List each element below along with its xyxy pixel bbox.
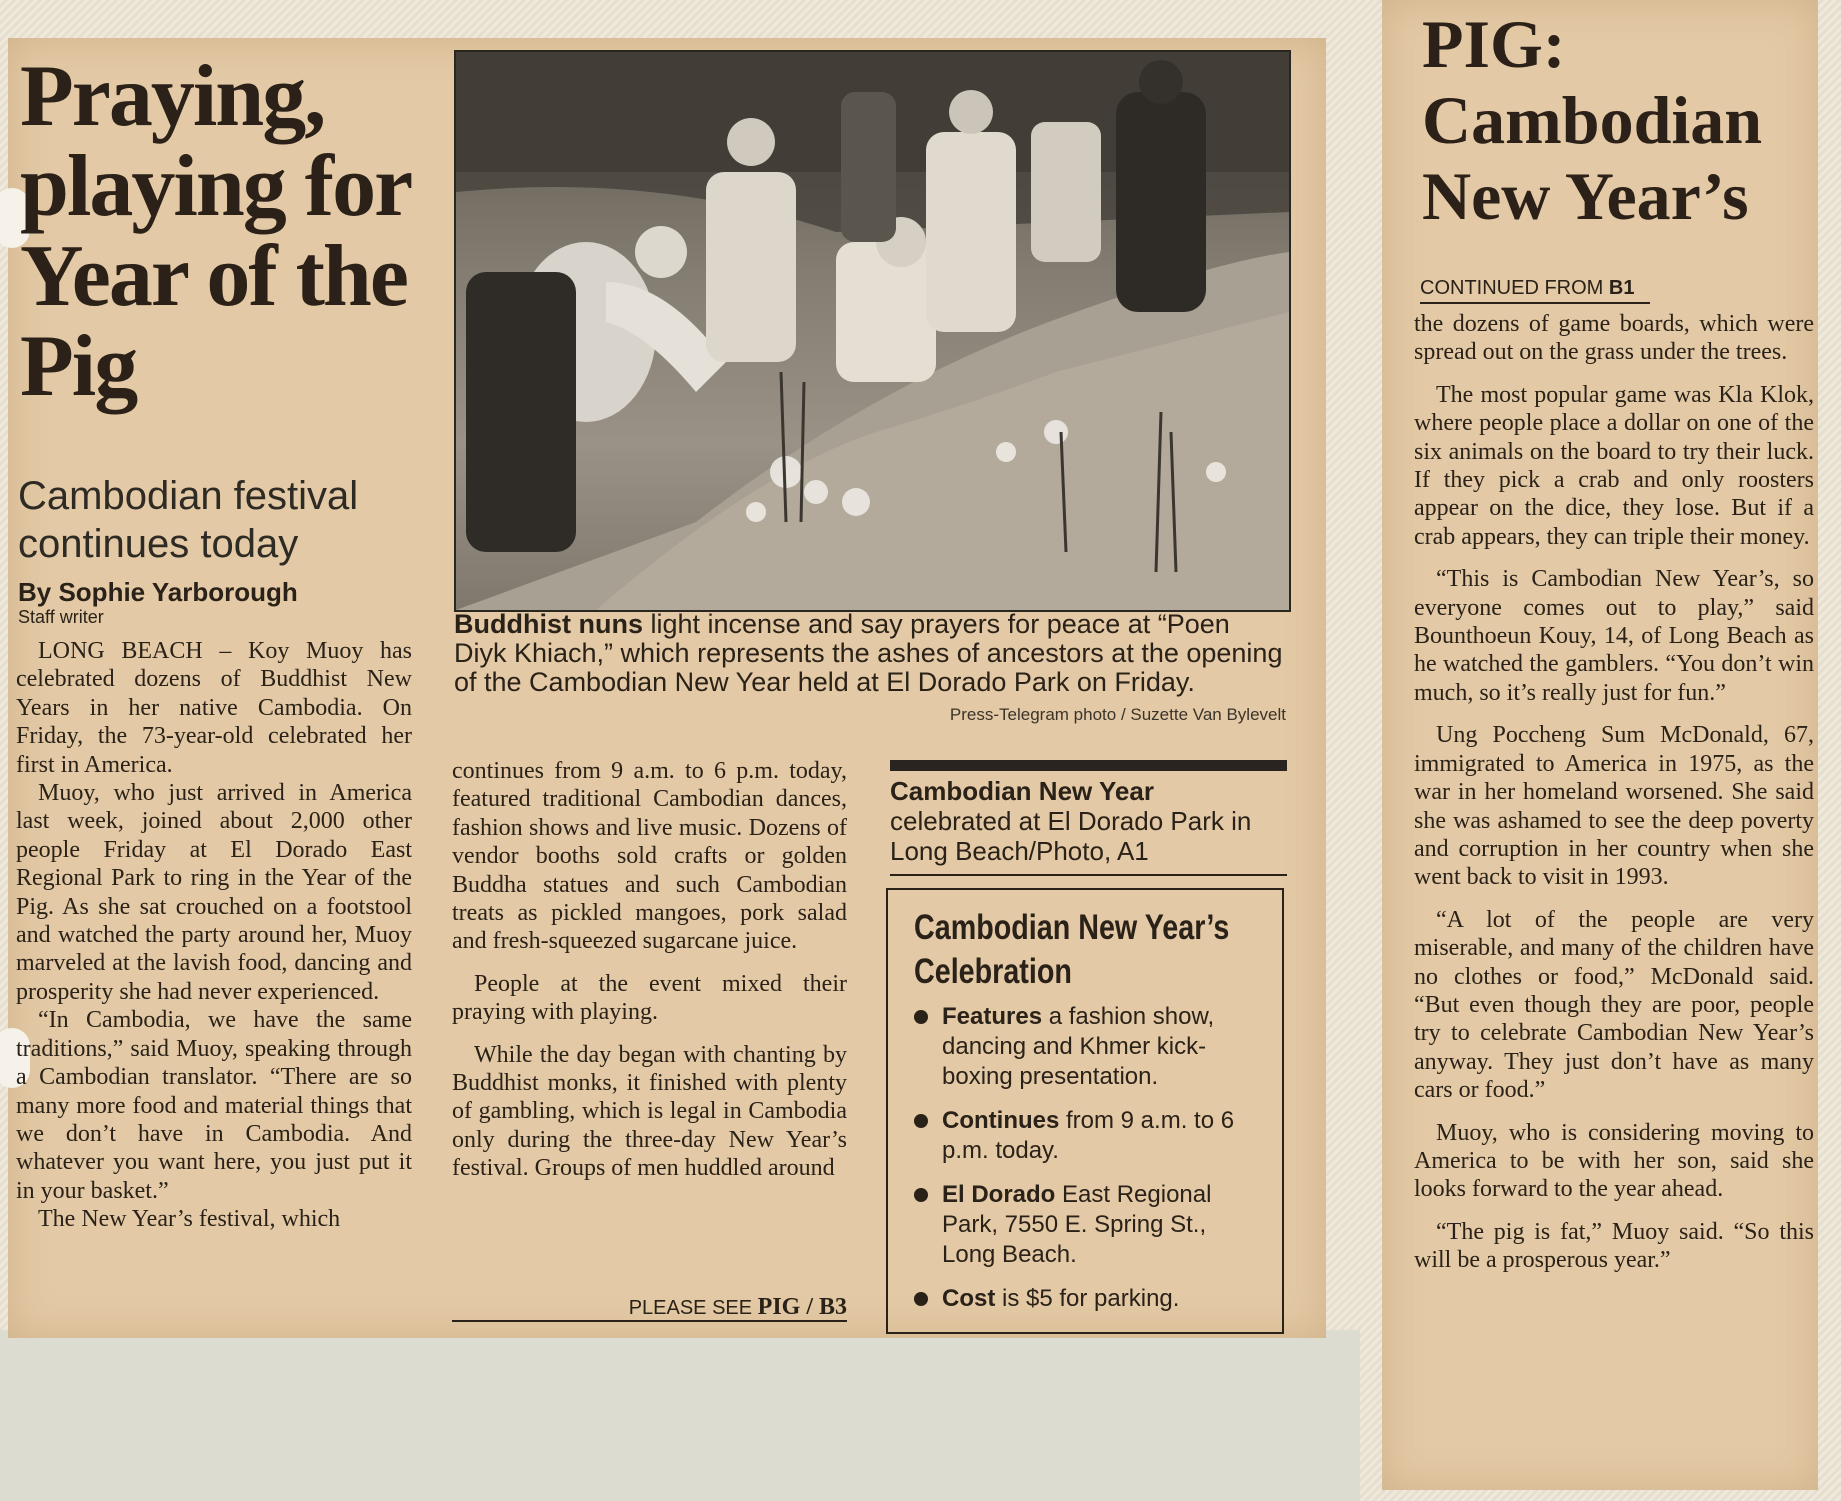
continued-prefix: CONTINUED FROM (1420, 277, 1604, 299)
list-item (912, 1002, 1262, 1092)
paragraph: Ung Poccheng Sum McDonald, 67, immigrated to America in 1975, as the war in her homeland worsened. She said she was ashamed to see the deep poverty and corruption in her country when she went back to visit in 1993. (1414, 722, 1814, 891)
jump-headline: PIG: Cambodian New Year’s (1422, 6, 1763, 234)
bullet-icon (914, 1292, 928, 1306)
continued-ref: B1 (1608, 277, 1635, 299)
promo-teaser (890, 776, 1287, 866)
paragraph: Muoy, who is considering moving to America to be with her son, said she looks forward to the year ahead. (1414, 1119, 1814, 1203)
paragraph: “In Cambodia, we have the same traditions,” said Muoy, speaking through a Cambodian translator. “There are so many more food and material things that we don’t have in Cambodia. And whatever you want here, you just put it in your basket.” (16, 1007, 412, 1204)
item-lead: Features (942, 1003, 1043, 1030)
paragraph: The most popular game was Kla Klok, where people place a dollar on one of the six animals on the board to try their luck. If they pick a crab and only roosters appear on the dice, they lose. But if a crab appears, they can triple their money. (1414, 381, 1814, 550)
item-lead: El Dorado (942, 1181, 1056, 1208)
scan-bottom-margin (0, 1330, 1360, 1501)
byline: By Sophie Yarborough (18, 577, 298, 607)
jump-article-column (1414, 310, 1814, 1275)
bullet-icon (914, 1188, 928, 1202)
paragraph: “This is Cambodian New Year’s, so everyone comes out to play,” said Bounthoeun Kouy, 14, of Long Beach as he watched the gamblers. “You don’t win much, so it’s really just for fun.” (1414, 566, 1814, 706)
item-text: East Regional Park, 7550 E. Spring St., Long Beach. (942, 1181, 1212, 1268)
list-item (912, 1284, 1262, 1314)
paragraph: “The pig is fat,” Muoy said. “So this will be a prosperous year.” (1414, 1218, 1814, 1274)
paragraph: the dozens of game boards, which were spread out on the grass under the trees. (1414, 311, 1814, 366)
paragraph: Muoy, who just arrived in America last week, joined about 2,000 other people Friday at El Dorado East Regional Park to ring in the Year of the Pig. As she sat crouched on a footstool and watched the party around her, Muoy marveled at the lavish food, dancing and prosperity she had never experienced. (16, 780, 412, 1005)
photo-caption (454, 610, 1286, 697)
info-list (912, 1002, 1262, 1328)
info-box-title: Cambodian New Year’s Celebration (914, 908, 1230, 991)
divider (890, 874, 1287, 876)
paragraph: LONG BEACH – Koy Muoy has celebrated dozens of Buddhist New Years in her native Cambodia. On Friday, the 73-year-old celebrated her first in America. (16, 638, 412, 778)
photo-illustration (456, 52, 1289, 610)
see-ref: PIG / B3 (757, 1294, 847, 1320)
caption-lead: Buddhist nuns (454, 609, 643, 639)
paragraph: continues from 9 a.m. to 6 p.m. today, featured traditional Cambodian dances, fashion shows and live music. Dozens of vendor booths sold crafts or golden Buddha statues and such Cambodian treats as pickled mangoes, pork salad and fresh-squeezed sugarcane juice. (452, 758, 847, 955)
promo-bar (890, 760, 1287, 771)
article-column-2 (452, 757, 847, 1183)
headline: Praying, playing for Year of the Pig (20, 48, 410, 415)
byline-role: Staff writer (18, 607, 104, 627)
item-text: from 9 a.m. to 6 p.m. today. (942, 1107, 1235, 1164)
see-prefix: PLEASE SEE (628, 1297, 753, 1319)
bullet-icon (914, 1010, 928, 1024)
promo-text: celebrated at El Dorado Park in Long Beach/Photo, A1 (890, 806, 1252, 866)
paragraph: People at the event mixed their praying with playing. (452, 970, 847, 1026)
promo-title: Cambodian New Year (890, 776, 1154, 806)
bullet-icon (914, 1114, 928, 1128)
continued-from (1420, 276, 1650, 304)
event-info-box (886, 888, 1284, 1334)
item-lead: Continues (942, 1107, 1060, 1134)
paragraph: The New Year’s festival, which (38, 1206, 341, 1233)
article-column-1 (16, 637, 412, 1234)
photo-credit: Press-Telegram photo / Suzette Van Bylevelt (949, 705, 1286, 724)
item-text: is $5 for parking. (995, 1285, 1180, 1312)
list-item (912, 1106, 1262, 1166)
continued-on-reference (452, 1294, 847, 1321)
paragraph: While the day began with chanting by Buddhist monks, it finished with plenty of gambling, which is legal in Cambodia only during the three-day New Year’s festival. Groups of men huddled around (452, 1041, 847, 1182)
divider (452, 1320, 847, 1322)
subheadline: Cambodian festival continues today (18, 474, 359, 566)
item-lead: Cost (942, 1285, 996, 1312)
news-photo (454, 50, 1291, 612)
item-text: a fashion show, dancing and Khmer kick-boxing presentation. (942, 1003, 1215, 1090)
caption-text: light incense and say prayers for peace at “Poen Diyk Khiach,” which represents the ashes of ancestors at the opening of the Cambodian New Year held at El Dorado Park on Friday. (454, 609, 1283, 697)
list-item (912, 1180, 1262, 1270)
paragraph: “A lot of the people are very miserable, and many of the children have no clothes or food,” McDonald said. “But even though they are poor, people try to celebrate Cambodian New Year’s anyway. They just don’t have as many cars or food.” (1414, 906, 1814, 1104)
